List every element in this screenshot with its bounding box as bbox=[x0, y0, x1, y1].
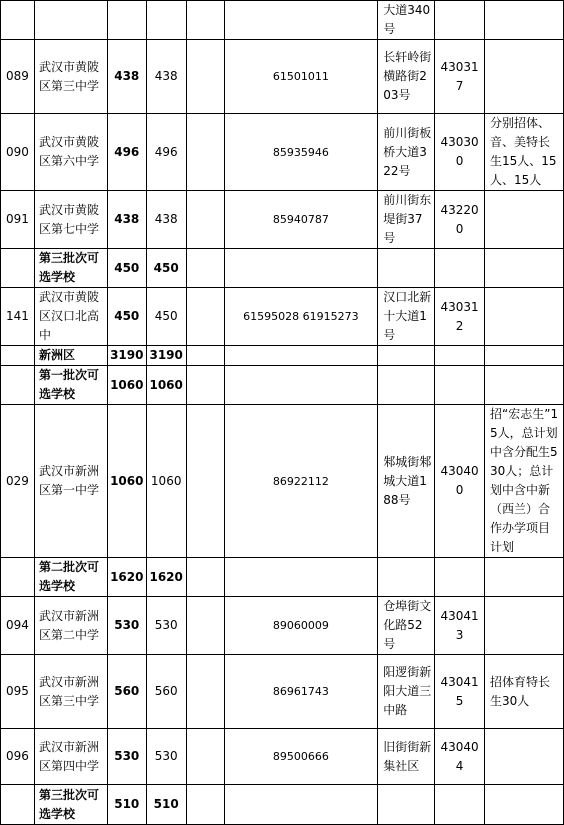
address-cell: 阳逻街新阳大道三中路 bbox=[378, 655, 435, 729]
remarks-cell bbox=[485, 1, 564, 40]
table-group-row bbox=[1, 785, 564, 825]
remarks-cell bbox=[485, 366, 564, 405]
school-name-cell: 武汉市黄陂区第六中学 bbox=[34, 114, 107, 191]
blank-cell bbox=[186, 597, 224, 655]
table-row bbox=[1, 40, 564, 114]
remarks-cell: 招“宏志生”15人，总计划中含分配生530人；总计划中含中新（西兰）合作办学项目计划 bbox=[485, 405, 564, 558]
plan-count-cell: 496 bbox=[146, 114, 186, 191]
table-row bbox=[1, 288, 564, 346]
blank-cell bbox=[186, 346, 224, 366]
phone-cell: 89500666 bbox=[224, 729, 378, 785]
address-cell bbox=[378, 366, 435, 405]
table-row bbox=[1, 729, 564, 785]
address-cell: 前川街板桥大道322号 bbox=[378, 114, 435, 191]
address-cell: 邾城街邾城大道188号 bbox=[378, 405, 435, 558]
remarks-cell bbox=[485, 558, 564, 597]
phone-cell: 86922112 bbox=[224, 405, 378, 558]
school-code-cell bbox=[1, 1, 35, 40]
plan-total-cell: 560 bbox=[107, 655, 146, 729]
school-name-cell: 第三批次可选学校 bbox=[34, 249, 107, 288]
plan-count-cell: 450 bbox=[146, 249, 186, 288]
postcode-cell bbox=[435, 249, 485, 288]
phone-cell: 89060009 bbox=[224, 597, 378, 655]
remarks-cell bbox=[485, 729, 564, 785]
phone-cell: 61501011 bbox=[224, 40, 378, 114]
table-group-row bbox=[1, 346, 564, 366]
blank-cell bbox=[186, 249, 224, 288]
blank-cell bbox=[186, 114, 224, 191]
plan-count-cell: 438 bbox=[146, 191, 186, 249]
address-cell: 仓埠街文化路52号 bbox=[378, 597, 435, 655]
remarks-cell bbox=[485, 191, 564, 249]
postcode-cell bbox=[435, 1, 485, 40]
postcode-cell bbox=[435, 346, 485, 366]
plan-total-cell: 1060 bbox=[107, 405, 146, 558]
table-row bbox=[1, 655, 564, 729]
school-name-cell: 武汉市新洲区第二中学 bbox=[34, 597, 107, 655]
plan-total-cell: 496 bbox=[107, 114, 146, 191]
postcode-cell bbox=[435, 366, 485, 405]
remarks-cell bbox=[485, 249, 564, 288]
address-cell: 长轩岭街横路街203号 bbox=[378, 40, 435, 114]
school-code-cell: 141 bbox=[1, 288, 35, 346]
school-code-cell bbox=[1, 785, 35, 825]
phone-cell: 85940787 bbox=[224, 191, 378, 249]
blank-cell bbox=[186, 558, 224, 597]
blank-cell bbox=[186, 191, 224, 249]
phone-cell bbox=[224, 346, 378, 366]
address-cell: 旧街街新集社区 bbox=[378, 729, 435, 785]
plan-total-cell: 1620 bbox=[107, 558, 146, 597]
blank-cell bbox=[186, 288, 224, 346]
school-code-cell: 029 bbox=[1, 405, 35, 558]
postcode-cell: 430404 bbox=[435, 729, 485, 785]
plan-total-cell: 450 bbox=[107, 249, 146, 288]
school-code-cell: 091 bbox=[1, 191, 35, 249]
remarks-cell bbox=[485, 288, 564, 346]
school-name-cell: 武汉市黄陂区第七中学 bbox=[34, 191, 107, 249]
plan-count-cell: 1060 bbox=[146, 366, 186, 405]
plan-total-cell: 530 bbox=[107, 729, 146, 785]
address-cell bbox=[378, 785, 435, 825]
school-code-cell bbox=[1, 346, 35, 366]
plan-count-cell: 438 bbox=[146, 40, 186, 114]
phone-cell bbox=[224, 1, 378, 40]
plan-count-cell: 530 bbox=[146, 597, 186, 655]
school-name-cell bbox=[34, 1, 107, 40]
plan-count-cell bbox=[146, 1, 186, 40]
postcode-cell: 430415 bbox=[435, 655, 485, 729]
plan-total-cell bbox=[107, 1, 146, 40]
phone-cell: 61595028 61915273 bbox=[224, 288, 378, 346]
postcode-cell: 432200 bbox=[435, 191, 485, 249]
plan-total-cell: 3190 bbox=[107, 346, 146, 366]
school-code-cell: 095 bbox=[1, 655, 35, 729]
phone-cell bbox=[224, 785, 378, 825]
table-row bbox=[1, 405, 564, 558]
school-name-cell: 武汉市新洲区第四中学 bbox=[34, 729, 107, 785]
school-code-cell bbox=[1, 366, 35, 405]
table-group-row bbox=[1, 558, 564, 597]
plan-count-cell: 3190 bbox=[146, 346, 186, 366]
address-cell: 汉口北新十大道1号 bbox=[378, 288, 435, 346]
plan-count-cell: 450 bbox=[146, 288, 186, 346]
plan-total-cell: 510 bbox=[107, 785, 146, 825]
postcode-cell: 430400 bbox=[435, 405, 485, 558]
blank-cell bbox=[186, 1, 224, 40]
remarks-cell bbox=[485, 40, 564, 114]
postcode-cell bbox=[435, 558, 485, 597]
remarks-cell: 招体育特长生30人 bbox=[485, 655, 564, 729]
school-name-cell: 新洲区 bbox=[34, 346, 107, 366]
school-name-cell: 第二批次可选学校 bbox=[34, 558, 107, 597]
plan-count-cell: 560 bbox=[146, 655, 186, 729]
phone-cell bbox=[224, 249, 378, 288]
plan-total-cell: 438 bbox=[107, 191, 146, 249]
postcode-cell: 430312 bbox=[435, 288, 485, 346]
plan-total-cell: 1060 bbox=[107, 366, 146, 405]
school-name-cell: 第三批次可选学校 bbox=[34, 785, 107, 825]
table-row bbox=[1, 191, 564, 249]
school-code-cell: 090 bbox=[1, 114, 35, 191]
remarks-cell bbox=[485, 597, 564, 655]
blank-cell bbox=[186, 655, 224, 729]
school-name-cell: 第一批次可选学校 bbox=[34, 366, 107, 405]
address-cell bbox=[378, 558, 435, 597]
school-name-cell: 武汉市黄陂区汉口北高中 bbox=[34, 288, 107, 346]
remarks-cell bbox=[485, 785, 564, 825]
remarks-cell: 分别招体、音、美特长生15人、15人、15人 bbox=[485, 114, 564, 191]
plan-total-cell: 438 bbox=[107, 40, 146, 114]
table-row bbox=[1, 1, 564, 40]
school-name-cell: 武汉市新洲区第三中学 bbox=[34, 655, 107, 729]
table-body bbox=[1, 1, 564, 825]
plan-total-cell: 530 bbox=[107, 597, 146, 655]
school-code-cell: 089 bbox=[1, 40, 35, 114]
blank-cell bbox=[186, 40, 224, 114]
phone-cell: 85935946 bbox=[224, 114, 378, 191]
phone-cell bbox=[224, 558, 378, 597]
school-code-cell bbox=[1, 249, 35, 288]
table-row bbox=[1, 114, 564, 191]
school-name-cell: 武汉市黄陂区第三中学 bbox=[34, 40, 107, 114]
plan-count-cell: 1060 bbox=[146, 405, 186, 558]
table-group-row bbox=[1, 366, 564, 405]
blank-cell bbox=[186, 729, 224, 785]
address-cell bbox=[378, 346, 435, 366]
phone-cell bbox=[224, 366, 378, 405]
blank-cell bbox=[186, 405, 224, 558]
address-cell: 大道340号 bbox=[378, 1, 435, 40]
plan-count-cell: 1620 bbox=[146, 558, 186, 597]
plan-count-cell: 510 bbox=[146, 785, 186, 825]
plan-total-cell: 450 bbox=[107, 288, 146, 346]
plan-count-cell: 530 bbox=[146, 729, 186, 785]
school-code-cell: 094 bbox=[1, 597, 35, 655]
table-group-row bbox=[1, 249, 564, 288]
postcode-cell bbox=[435, 785, 485, 825]
school-name-cell: 武汉市新洲区第一中学 bbox=[34, 405, 107, 558]
blank-cell bbox=[186, 366, 224, 405]
postcode-cell: 430413 bbox=[435, 597, 485, 655]
blank-cell bbox=[186, 785, 224, 825]
school-code-cell bbox=[1, 558, 35, 597]
table-row bbox=[1, 597, 564, 655]
phone-cell: 86961743 bbox=[224, 655, 378, 729]
postcode-cell: 430300 bbox=[435, 114, 485, 191]
school-code-cell: 096 bbox=[1, 729, 35, 785]
address-cell: 前川街东堤街37号 bbox=[378, 191, 435, 249]
postcode-cell: 430317 bbox=[435, 40, 485, 114]
address-cell bbox=[378, 249, 435, 288]
remarks-cell bbox=[485, 346, 564, 366]
